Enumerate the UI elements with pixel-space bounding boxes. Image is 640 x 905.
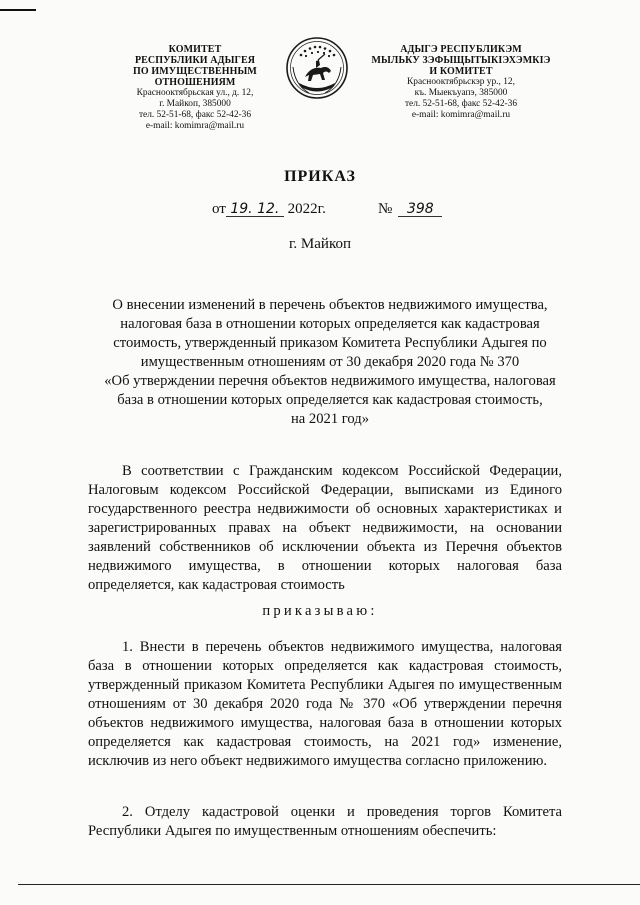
scan-edge-mark <box>0 9 36 11</box>
order-date <box>212 201 326 218</box>
scan-bottom-line <box>18 884 640 885</box>
date-handwritten: 19. 12. <box>226 202 284 217</box>
preamble-paragraph: В соответствии с Гражданским кодексом Российской Федерации, Налоговым кодексом Российской Федерации, выписками из Единого государственного реестра недвижимости об основных характеристиках и зарегистрированных правах на объект недвижимости, на основании заявлений собственников об исключении объекта из Перечня объектов недвижимого имущества, в отношении которых налоговая база определяется, как кадастровая стоимость <box>88 463 562 593</box>
document-title: ПРИКАЗ <box>284 168 356 185</box>
header-right-phone: тел. 52-51-68, факс 52-42-36 <box>404 99 518 109</box>
header-left-phone: тел. 52-51-68, факс 52-42-36 <box>138 110 252 120</box>
subject-line: стоимость, утвержденный приказом Комитета Республики Адыгея по <box>113 335 547 351</box>
header-right-line1: АДЫГЭ РЕСПУБЛИКЭМ <box>400 44 522 55</box>
header-left-line1: КОМИТЕТ <box>168 44 222 55</box>
order-word: приказываю: <box>262 603 378 619</box>
header-right-address: Краснооктябрьскэр ур., 12, <box>407 77 515 87</box>
subject-line: налоговая база в отношении которых определяется как кадастровая <box>120 316 540 332</box>
number-prefix: № <box>378 201 393 217</box>
republic-of-adygea-coat-of-arms-icon <box>285 33 349 103</box>
clause-2-paragraph: 2. Отделу кадастровой оценки и проведения торгов Комитета Республики Адыгея по имущественным отношениям обеспечить: <box>88 804 562 839</box>
header-right-line2: МЫЛЬКУ ЗЭФЫЩЫТЫКІЭХЭМКІЭ <box>371 55 551 66</box>
subject-line: на 2021 год» <box>291 411 369 427</box>
subject-line: имущественным отношениям от 30 декабря 2020 года № 370 <box>140 354 520 370</box>
date-suffix: 2022г. <box>287 201 326 217</box>
header-left-address: Краснооктябрьская ул., д. 12, <box>136 88 254 98</box>
header-right-city: къ. Мыекъуапэ, 385000 <box>414 88 508 98</box>
issue-city: г. Майкоп <box>288 236 352 252</box>
header-left-line2: РЕСПУБЛИКИ АДЫГЕЯ <box>134 55 256 66</box>
header-right-line3: И КОМИТЕТ <box>429 66 493 77</box>
date-prefix: от <box>212 201 226 217</box>
header-left-line3: ПО ИМУЩЕСТВЕННЫМ ОТНОШЕНИЯМ <box>133 66 257 88</box>
subject-line: О внесении изменений в перечень объектов недвижимого имущества, <box>112 297 548 313</box>
subject-line: «Об утверждении перечня объектов недвижимого имущества, налоговая <box>104 373 556 389</box>
order-subject <box>90 296 570 429</box>
header-left-city: г. Майкоп, 385000 <box>159 99 231 109</box>
order-number <box>378 201 442 218</box>
subject-line: база в отношении которых определяется как кадастровая стоимость, <box>117 392 543 408</box>
number-handwritten: 398 <box>398 202 442 217</box>
clause-1-paragraph: 1. Внести в перечень объектов недвижимого имущества, налоговая база в отношении которых определяется как кадастровая стоимость, утвержденный приказом Комитета Республики Адыгея по имущественным отношениям от 30 декабря 2020 года № 370 «Об утверждении перечня объектов недвижимого имущества, налоговая база в отношении которых определяется как кадастровая стоимость, на 2021 год» изменение, исключив из него объект недвижимого имущества согласно приложению. <box>88 639 562 769</box>
header-right-email: e-mail: komimra@mail.ru <box>411 110 511 120</box>
header-left-email: e-mail: komimra@mail.ru <box>145 121 245 131</box>
header-left <box>100 44 290 132</box>
header-right <box>356 44 566 121</box>
